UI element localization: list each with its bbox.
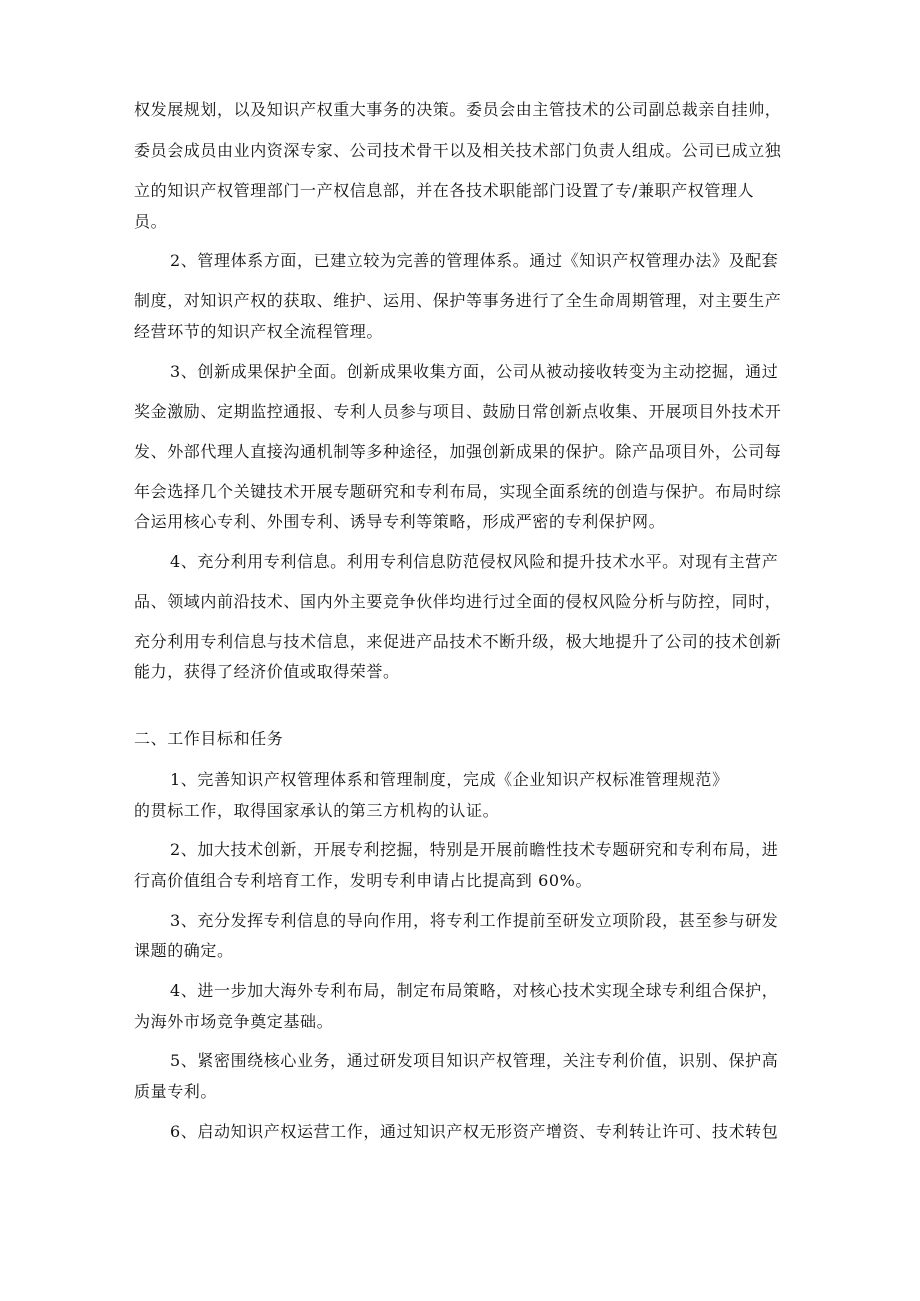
section-heading: 二、工作目标和任务 xyxy=(134,729,284,748)
paragraph-line: 委员会成员由业内资深专家、公司技术骨干以及相关技术部门负责人组成。公司已成立独 xyxy=(134,141,782,160)
paragraph-line: 充分利用专利信息与技术信息，来促进产品技术不断升级，极大地提升了公司的技术创新 xyxy=(134,632,782,651)
paragraph-line: 5、紧密围绕核心业务，通过研发项目知识产权管理，关注专利价值，识别、保护高 xyxy=(170,1051,779,1070)
paragraph-line: 为海外市场竞争奠定基础。 xyxy=(134,1012,334,1031)
paragraph-line: 课题的确定。 xyxy=(134,941,234,960)
paragraph-line: 6、启动知识产权运营工作，通过知识产权无形资产增资、专利转让许可、技术转包 xyxy=(170,1122,779,1141)
paragraph-line: 经营环节的知识产权全流程管理。 xyxy=(134,322,384,341)
paragraph-line: 质量专利。 xyxy=(134,1082,218,1101)
paragraph-line: 员。 xyxy=(134,212,168,231)
paragraph-line: 1、完善知识产权管理体系和管理制度，完成《企业知识产权标准管理规范》 xyxy=(170,770,729,789)
paragraph-line: 4、充分利用专利信息。利用专利信息防范侵权风险和提升技术水平。对现有主营产 xyxy=(170,552,779,571)
paragraph-line: 合运用核心专利、外围专利、诱导专利等策略，形成严密的专利保护网。 xyxy=(134,512,666,531)
paragraph-line: 权发展规划，以及知识产权重大事务的决策。委员会由主管技术的公司副总裁亲自挂帅， xyxy=(134,100,782,119)
paragraph-line: 制度，对知识产权的获取、维护、运用、保护等事务进行了全生命周期管理，对主要生产 xyxy=(134,291,782,310)
paragraph-line: 年会选择几个关键技术开展专题研究和专利布局，实现全面系统的创造与保护。布局时综 xyxy=(134,482,782,501)
paragraph-line: 品、领域内前沿技术、国内外主要竞争伙伴均进行过全面的侵权风险分析与防控，同时， xyxy=(134,592,782,611)
paragraph-line: 立的知识产权管理部门一产权信息部，并在各技术职能部门设置了专/兼职产权管理人 xyxy=(134,181,755,200)
paragraph-line: 能力，获得了经济价值或取得荣誉。 xyxy=(134,662,400,681)
paragraph-line: 4、进一步加大海外专利布局，制定布局策略，对核心技术实现全球专利组合保护， xyxy=(170,981,779,1000)
paragraph-line: 发、外部代理人直接沟通机制等多种途径，加强创新成果的保护。除产品项目外，公司每 xyxy=(134,442,782,461)
paragraph-line: 奖金激励、定期监控通报、专利人员参与项目、鼓励日常创新点收集、开展项目外技术开 xyxy=(134,402,782,421)
paragraph-line: 3、创新成果保护全面。创新成果收集方面，公司从被动接收转变为主动挖掘，通过 xyxy=(170,362,779,381)
paragraph-line: 2、管理体系方面，已建立较为完善的管理体系。通过《知识产权管理办法》及配套 xyxy=(170,251,779,270)
paragraph-line: 2、加大技术创新，开展专利挖掘，特别是开展前瞻性技术专题研究和专利布局，进 xyxy=(170,840,779,859)
paragraph-line: 行高价值组合专利培育工作，发明专利申请占比提高到 60%。 xyxy=(134,871,593,890)
paragraph-line: 的贯标工作，取得国家承认的第三方机构的认证。 xyxy=(134,801,500,820)
paragraph-line: 3、充分发挥专利信息的导向作用，将专利工作提前至研发立项阶段，甚至参与研发 xyxy=(170,911,779,930)
